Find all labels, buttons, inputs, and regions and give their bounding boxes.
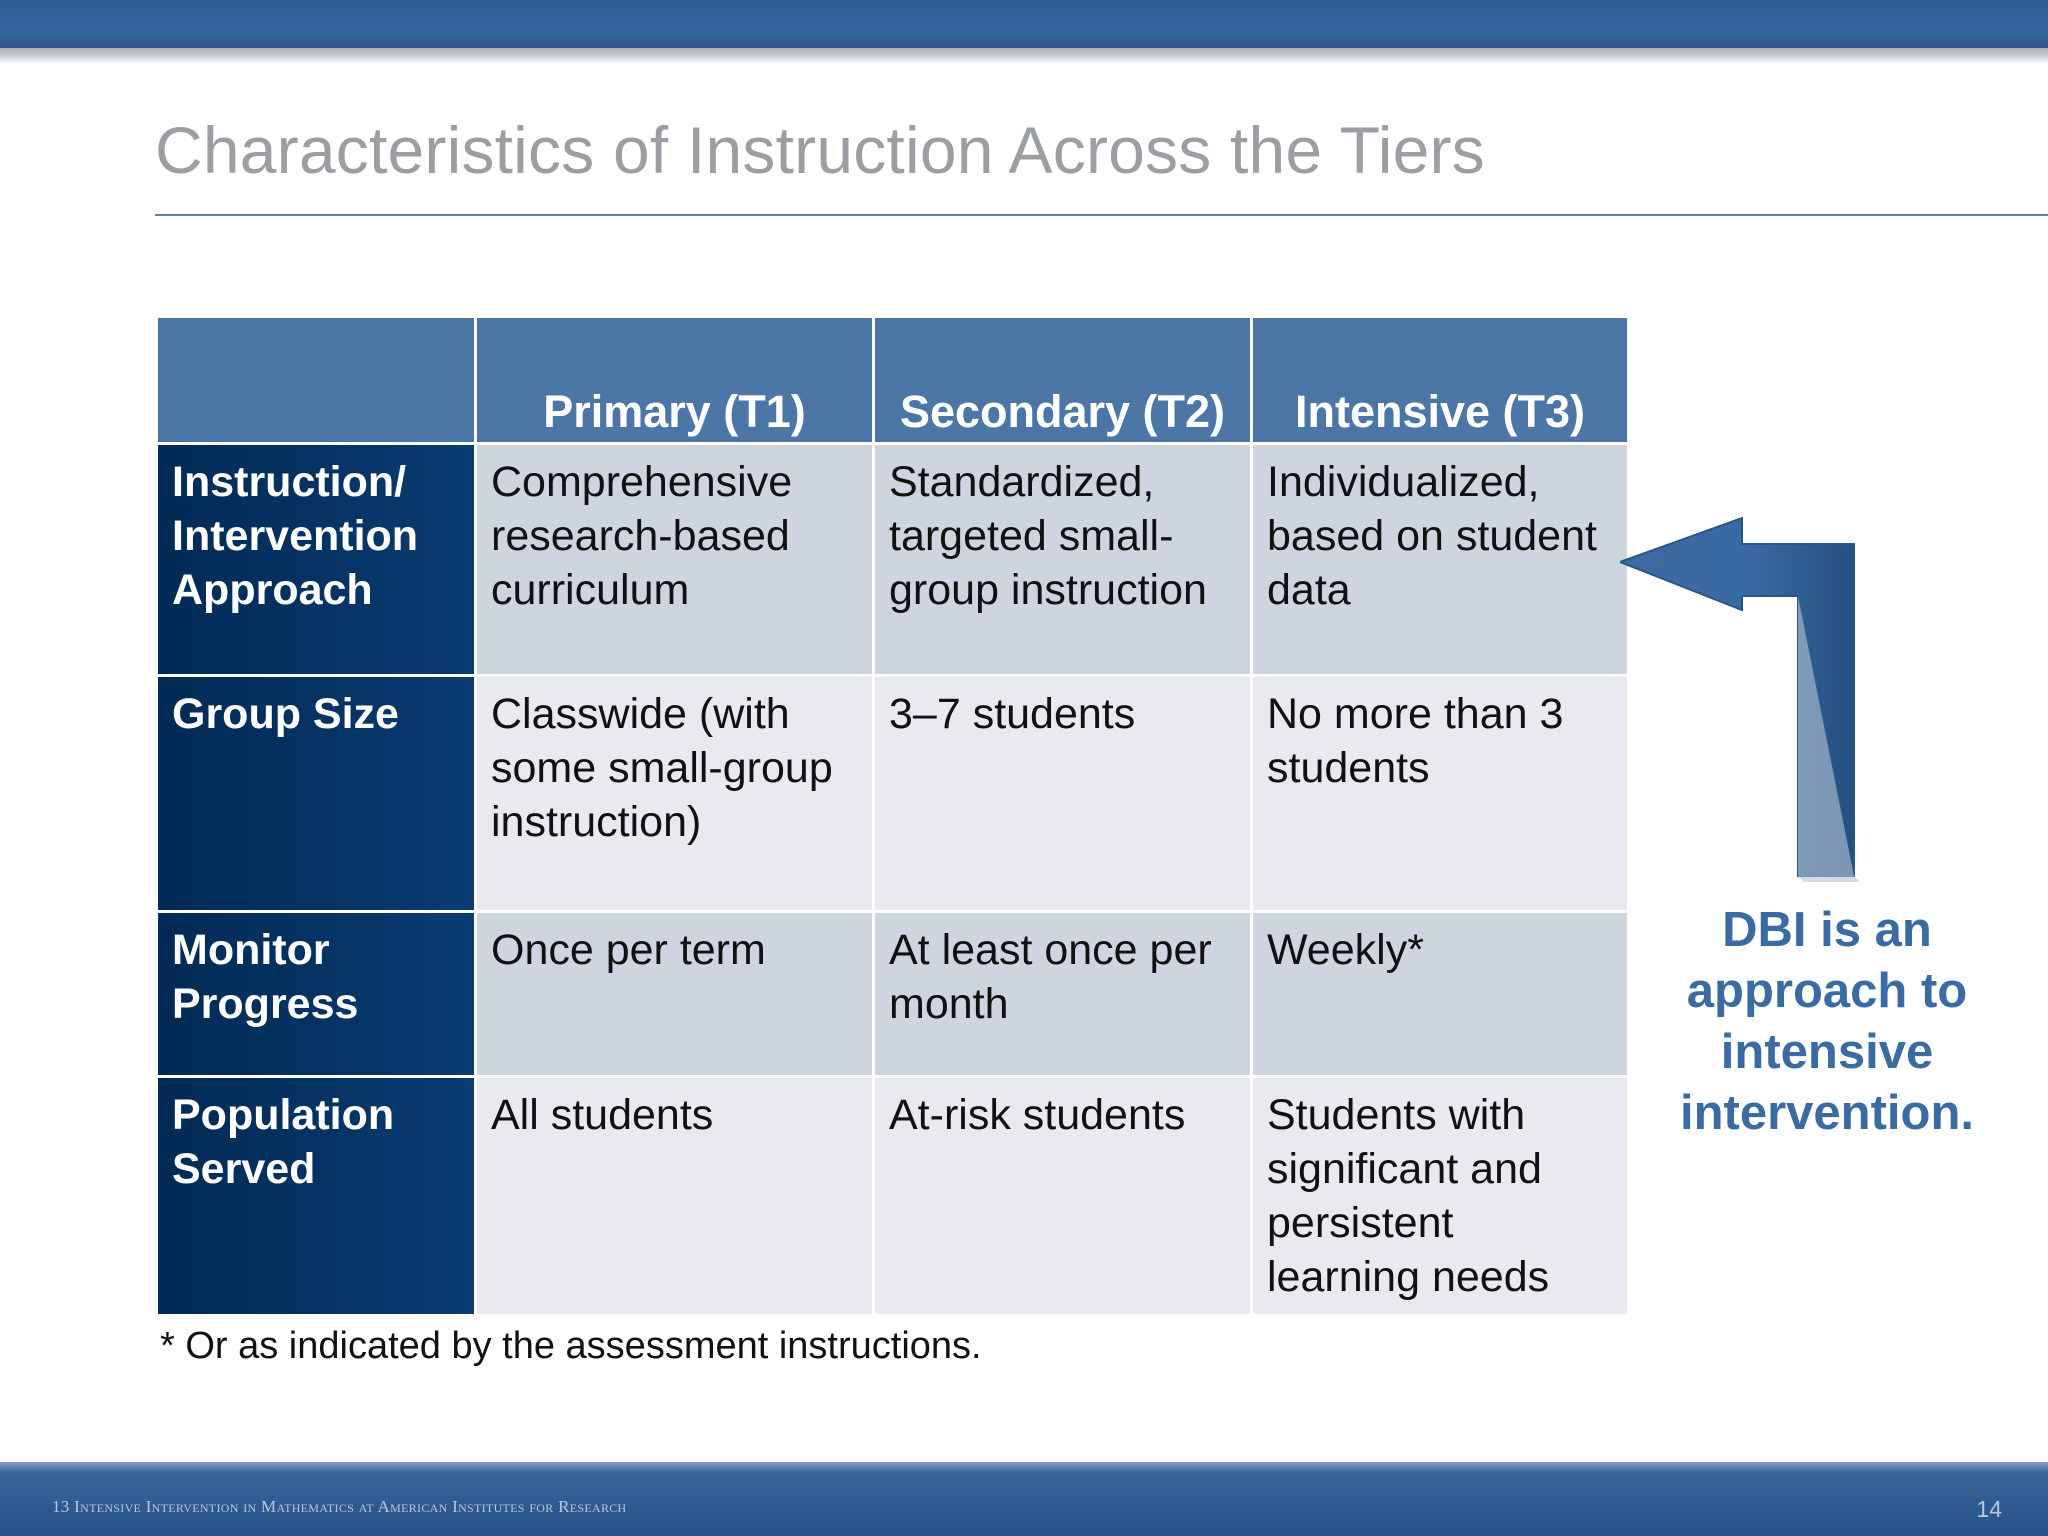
dbi-callout: DBI is an approach to intensive intervention. <box>1679 903 1975 1140</box>
bent-arrow-icon <box>1620 510 1860 890</box>
table-cell: Standardized, targeted small-group instruction <box>874 444 1252 676</box>
table-cell: At-risk students <box>874 1077 1252 1316</box>
table-row <box>157 676 1629 912</box>
top-banner <box>0 0 2048 48</box>
table-row <box>157 912 1629 1077</box>
footer-credit: 13 Intensive Intervention in Mathematics at American Institutes for Research <box>52 1497 627 1516</box>
row-header-population-served: Population Served <box>157 1077 476 1316</box>
tiers-table <box>155 315 1630 1317</box>
row-header-approach <box>157 444 476 676</box>
table-cell: 3–7 students <box>874 676 1252 912</box>
table-cell: No more than 3 students <box>1252 676 1629 912</box>
column-header-primary: Primary (T1) <box>476 317 874 444</box>
table-cell: Individualized, based on student data <box>1252 444 1629 676</box>
table-cell: Weekly* <box>1252 912 1629 1077</box>
table-header-row <box>157 317 1629 444</box>
table-corner-cell <box>157 317 476 444</box>
top-banner-shadow <box>0 48 2048 64</box>
table-cell: Comprehensive research-based curriculum <box>476 444 874 676</box>
column-header-secondary: Secondary (T2) <box>874 317 1252 444</box>
slide-title: Characteristics of Instruction Across the Tiers <box>155 113 1485 187</box>
column-header-intensive: Intensive (T3) <box>1252 317 1629 444</box>
table-cell: Students with significant and persistent learning needs <box>1252 1077 1629 1316</box>
table-row <box>157 444 1629 676</box>
table-cell: Once per term <box>476 912 874 1077</box>
table-cell: All students <box>476 1077 874 1316</box>
table-row <box>157 1077 1629 1316</box>
table-footnote: * Or as indicated by the assessment instructions. <box>160 1325 982 1367</box>
row-header-label: Instruction/ Intervention Approach <box>172 458 419 614</box>
row-header-monitor-progress: Monitor Progress <box>157 912 476 1077</box>
row-header-group-size: Group Size <box>157 676 476 912</box>
title-divider <box>155 214 2048 216</box>
table-cell: Classwide (with some small-group instruction) <box>476 676 874 912</box>
table-cell: At least once per month <box>874 912 1252 1077</box>
page-number: 14 <box>1976 1496 2002 1522</box>
